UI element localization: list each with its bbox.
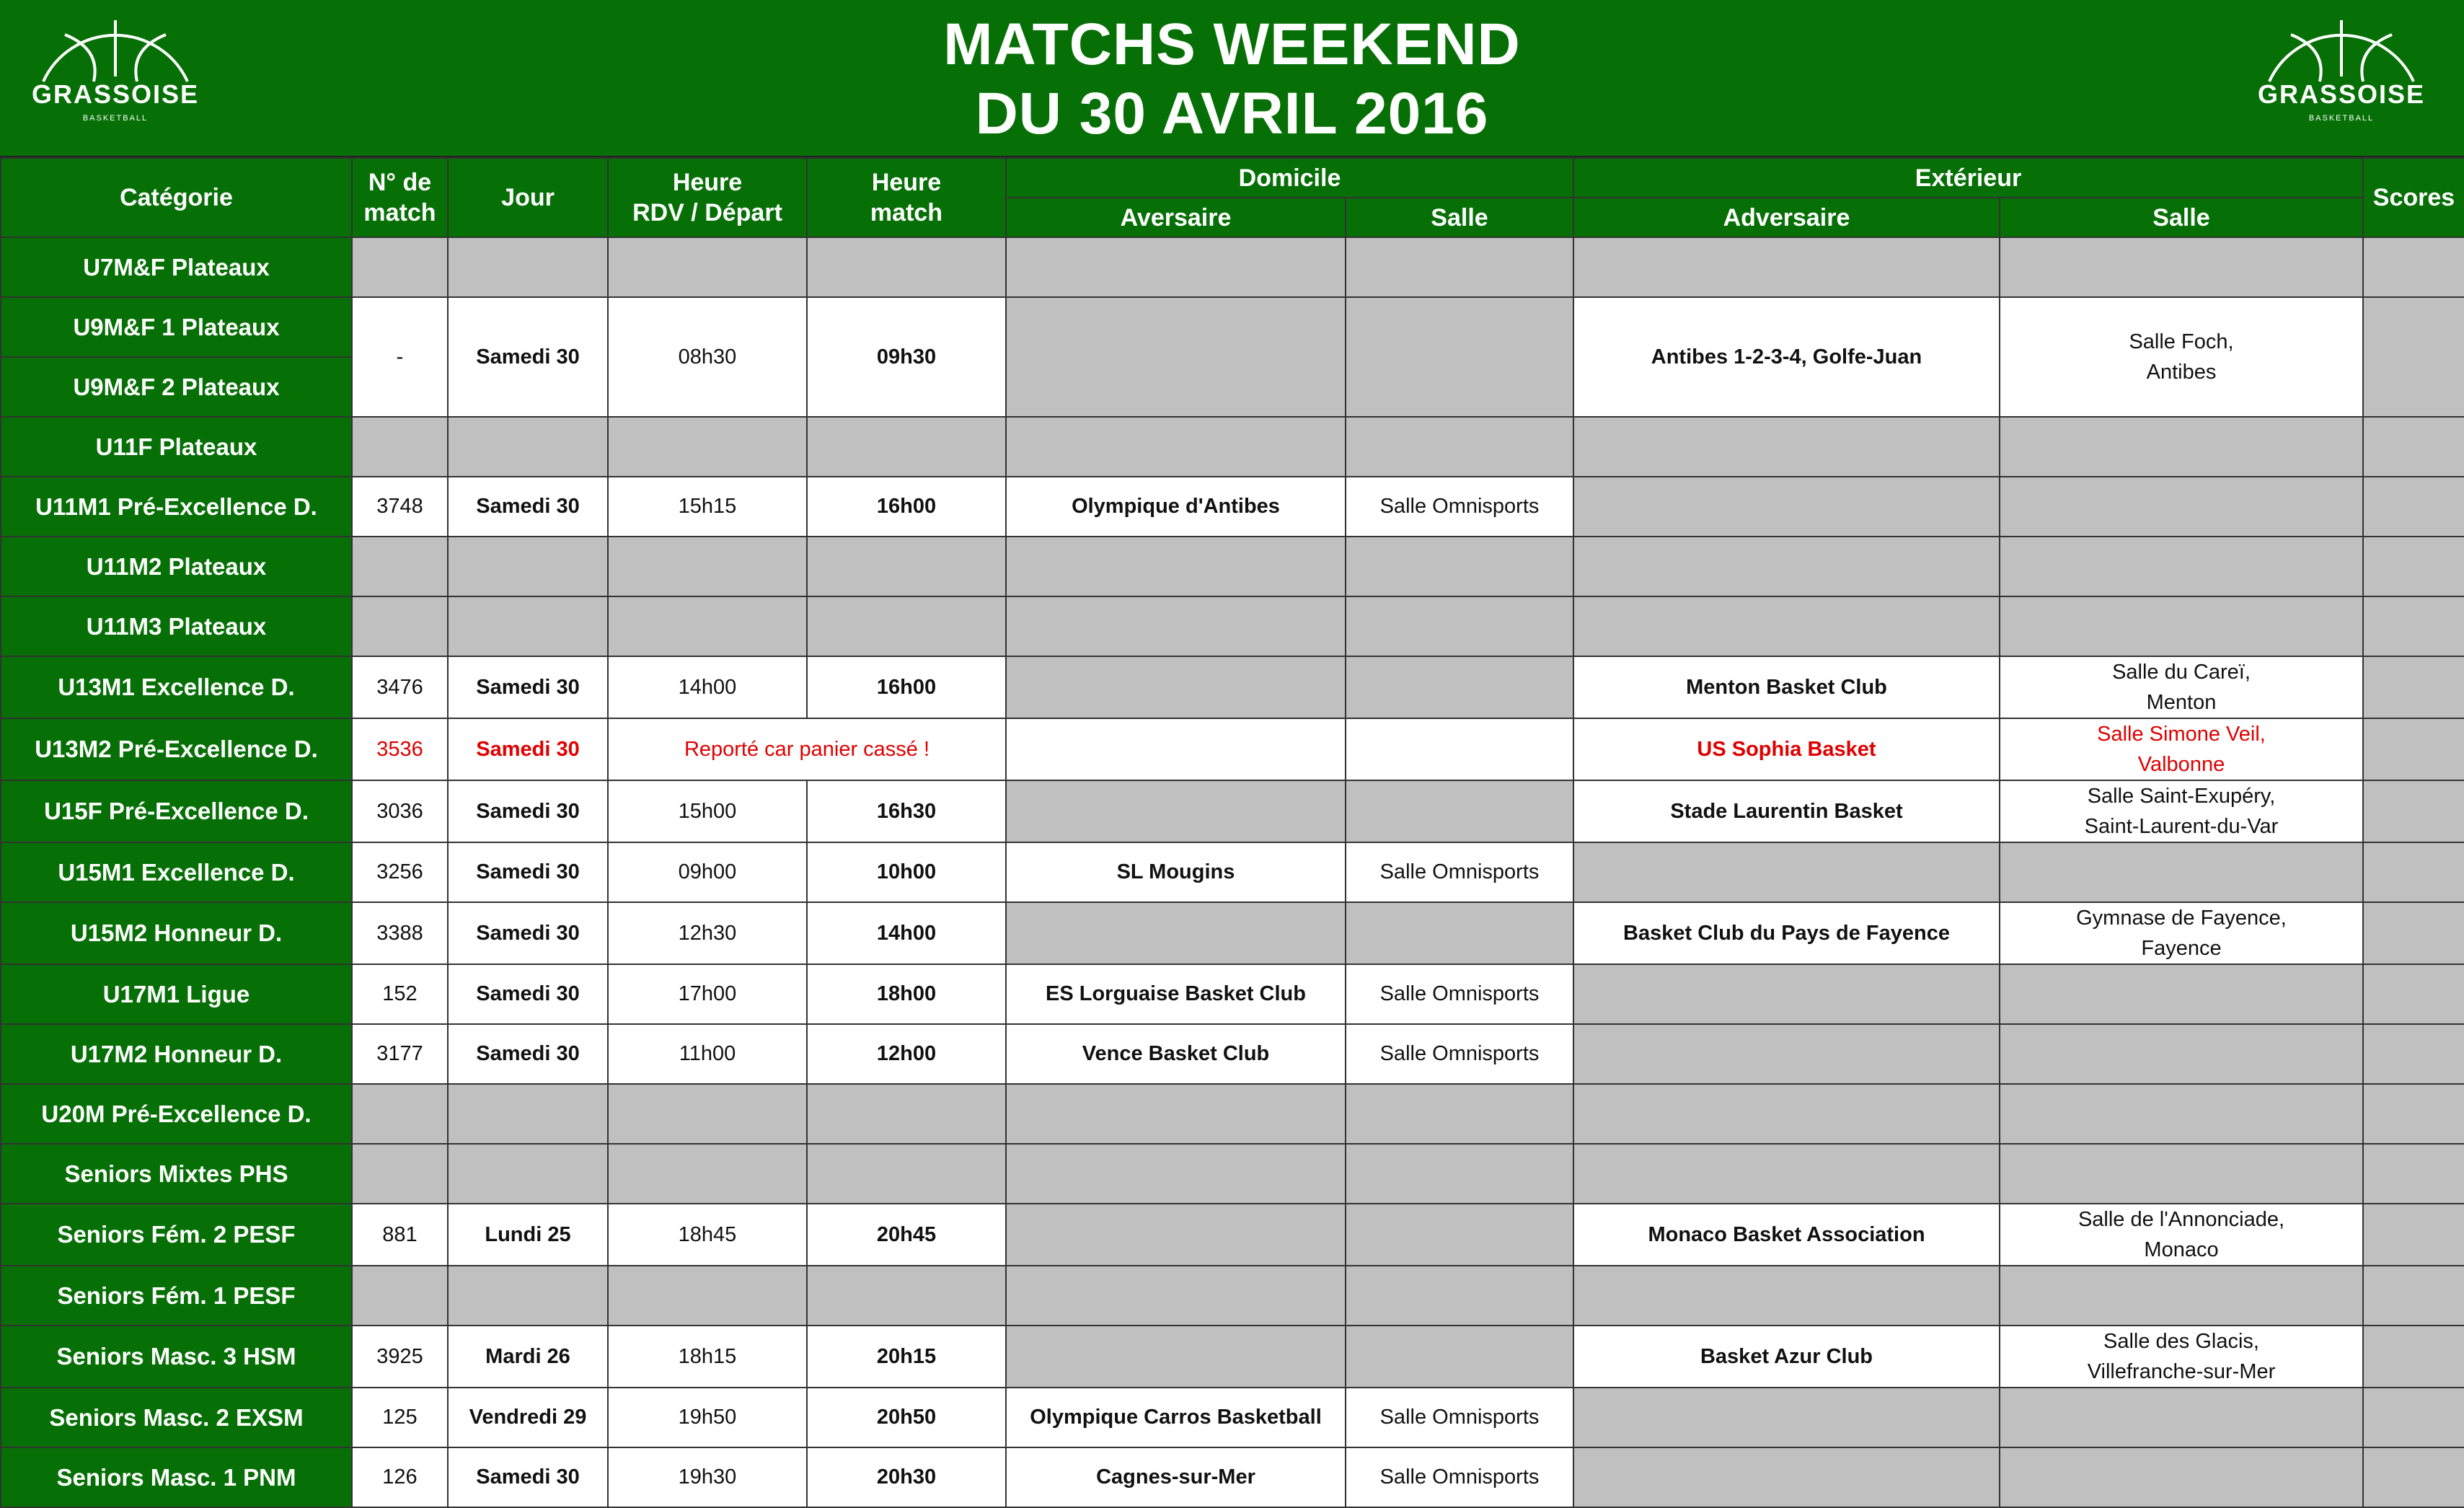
category-cell: Seniors Masc. 3 HSM [1,1326,352,1388]
empty-cell [1573,1266,2000,1326]
home-opponent-cell: Olympique Carros Basketball [1006,1388,1346,1447]
category-cell: U11F Plateaux [1,417,352,477]
category-cell: U15M2 Honneur D. [1,902,352,964]
match-number-cell: 3536 [352,718,448,780]
empty-cell [1006,1144,1346,1204]
score-cell [2363,718,2464,780]
empty-cell [448,1084,608,1144]
category-cell: U15F Pré-Excellence D. [1,780,352,842]
empty-cell [1006,718,1346,780]
match-number-cell: 3388 [352,902,448,964]
rdv-time-cell: 19h50 [608,1388,807,1447]
away-venue-cell: Salle Foch, Antibes [2000,297,2363,417]
empty-cell [1346,718,1573,780]
home-opponent-cell: Cagnes-sur-Mer [1006,1447,1346,1507]
empty-cell [608,596,807,656]
table-row [1,1447,2464,1507]
score-cell [2363,1447,2464,1507]
away-venue-cell: Salle Saint-Exupéry, Saint-Laurent-du-Var [2000,780,2363,842]
empty-cell [1346,1266,1573,1326]
match-time-cell: 10h00 [807,842,1006,902]
day-cell: Samedi 30 [448,477,608,537]
table-row [1,1084,2464,1144]
score-cell [2363,964,2464,1024]
col-header-dom-salle: Salle [1346,198,1573,237]
category-cell: U7M&F Plateaux [1,237,352,297]
empty-cell [1346,780,1573,842]
empty-cell [1573,477,2000,537]
empty-cell [1346,1204,1573,1266]
empty-cell [1573,1447,2000,1507]
header-banner [0,0,2464,157]
empty-cell [2000,842,2363,902]
logo-subtitle: BASKETBALL [2308,114,2375,123]
away-venue-cell: Salle Simone Veil, Valbonne [2000,718,2363,780]
empty-cell [1006,417,1346,477]
match-time-cell: 16h00 [807,477,1006,537]
rdv-time-cell: 18h15 [608,1326,807,1388]
rdv-time-cell: 08h30 [608,297,807,417]
logo-subtitle: BASKETBALL [82,114,149,123]
score-cell [2363,1144,2464,1204]
category-cell: U13M1 Excellence D. [1,656,352,718]
empty-cell [1573,1024,2000,1084]
match-number-cell: 126 [352,1447,448,1507]
table-row [1,297,2464,357]
empty-cell [352,1144,448,1204]
table-row [1,537,2464,596]
table-row [1,780,2464,842]
col-header-heure-match: Heure match [807,158,1006,237]
score-cell [2363,1388,2464,1447]
category-cell: Seniors Fém. 2 PESF [1,1204,352,1266]
table-row [1,477,2464,537]
category-cell: U11M3 Plateaux [1,596,352,656]
empty-cell [2000,477,2363,537]
empty-cell [1006,237,1346,297]
match-time-cell: 20h15 [807,1326,1006,1388]
empty-cell [1573,596,2000,656]
day-cell: Mardi 26 [448,1326,608,1388]
empty-cell [1346,656,1573,718]
col-header-domicile: Domicile [1006,158,1573,198]
match-number-cell: - [352,297,448,417]
away-venue-cell: Gymnase de Fayence, Fayence [2000,902,2363,964]
match-number-cell: 3177 [352,1024,448,1084]
empty-cell [2000,964,2363,1024]
empty-cell [608,1144,807,1204]
away-opponent-cell: US Sophia Basket [1573,718,2000,780]
match-number-cell: 881 [352,1204,448,1266]
away-venue-cell: Salle de l'Annonciade, Monaco [2000,1204,2363,1266]
day-cell: Samedi 30 [448,718,608,780]
rdv-time-cell: 17h00 [608,964,807,1024]
match-number-cell: 3748 [352,477,448,537]
empty-cell [2000,1266,2363,1326]
home-venue-cell: Salle Omnisports [1346,964,1573,1024]
table-row [1,1266,2464,1326]
club-logo-right [2248,13,2435,136]
table-row [1,656,2464,718]
empty-cell [2000,417,2363,477]
empty-cell [1006,1204,1346,1266]
away-venue-cell: Salle des Glacis, Villefranche-sur-Mer [2000,1326,2363,1388]
match-time-cell: 12h00 [807,1024,1006,1084]
empty-cell [1006,537,1346,596]
match-time-cell: 20h30 [807,1447,1006,1507]
empty-cell [1006,1084,1346,1144]
score-cell [2363,1204,2464,1266]
home-opponent-cell: ES Lorguaise Basket Club [1006,964,1346,1024]
empty-cell [1573,537,2000,596]
empty-cell [2000,1388,2363,1447]
col-header-exterieur: Extérieur [1573,158,2363,198]
score-cell [2363,537,2464,596]
day-cell: Samedi 30 [448,902,608,964]
empty-cell [807,1144,1006,1204]
empty-cell [1006,1326,1346,1388]
away-opponent-cell: Basket Azur Club [1573,1326,2000,1388]
table-row [1,1024,2464,1084]
col-header-heure-rdv: Heure RDV / Départ [608,158,807,237]
home-venue-cell: Salle Omnisports [1346,842,1573,902]
score-cell [2363,297,2464,417]
table-row [1,417,2464,477]
empty-cell [1346,537,1573,596]
match-time-cell: 20h50 [807,1388,1006,1447]
category-cell: Seniors Masc. 2 EXSM [1,1388,352,1447]
page-subtitle-date: DU 30 AVRIL 2016 [975,81,1489,146]
empty-cell [1346,1144,1573,1204]
category-cell: U17M2 Honneur D. [1,1024,352,1084]
day-cell: Vendredi 29 [448,1388,608,1447]
empty-cell [2000,1144,2363,1204]
score-cell [2363,596,2464,656]
day-cell: Samedi 30 [448,842,608,902]
empty-cell [1006,656,1346,718]
rdv-time-cell: 11h00 [608,1024,807,1084]
empty-cell [352,237,448,297]
empty-cell [352,1084,448,1144]
home-opponent-cell: SL Mougins [1006,842,1346,902]
score-cell [2363,1266,2464,1326]
match-time-cell: 14h00 [807,902,1006,964]
empty-cell [1346,297,1573,417]
table-row [1,842,2464,902]
col-header-ext-salle: Salle [2000,198,2363,237]
table-row [1,237,2464,297]
category-cell: U11M2 Plateaux [1,537,352,596]
score-cell [2363,237,2464,297]
category-cell: Seniors Mixtes PHS [1,1144,352,1204]
home-venue-cell: Salle Omnisports [1346,1447,1573,1507]
empty-cell [1006,297,1346,417]
category-cell: Seniors Masc. 1 PNM [1,1447,352,1507]
match-time-cell: 20h45 [807,1204,1006,1266]
table-row [1,1388,2464,1447]
match-number-cell: 3256 [352,842,448,902]
score-cell [2363,842,2464,902]
empty-cell [1573,237,2000,297]
score-cell [2363,902,2464,964]
away-venue-cell: Salle du Careï, Menton [2000,656,2363,718]
category-cell: U17M1 Ligue [1,964,352,1024]
score-cell [2363,1084,2464,1144]
empty-cell [807,417,1006,477]
away-opponent-cell: Antibes 1-2-3-4, Golfe-Juan [1573,297,2000,417]
empty-cell [1346,596,1573,656]
home-venue-cell: Salle Omnisports [1346,1024,1573,1084]
category-cell: U20M Pré-Excellence D. [1,1084,352,1144]
empty-cell [1346,1326,1573,1388]
empty-cell [352,417,448,477]
empty-cell [1346,417,1573,477]
page-title: MATCHS WEEKEND [943,12,1521,77]
away-opponent-cell: Monaco Basket Association [1573,1204,2000,1266]
empty-cell [1573,1084,2000,1144]
col-header-scores: Scores [2363,158,2464,237]
score-cell [2363,1326,2464,1388]
match-time-cell: 18h00 [807,964,1006,1024]
empty-cell [2000,537,2363,596]
empty-cell [807,596,1006,656]
match-time-cell: 16h00 [807,656,1006,718]
table-row [1,1204,2464,1266]
table-row [1,902,2464,964]
day-cell: Samedi 30 [448,1024,608,1084]
empty-cell [1573,1388,2000,1447]
empty-cell [1006,1266,1346,1326]
empty-cell [1346,1084,1573,1144]
table-row [1,596,2464,656]
empty-cell [807,537,1006,596]
home-venue-cell: Salle Omnisports [1346,477,1573,537]
match-time-cell: 09h30 [807,297,1006,417]
match-number-cell: 3036 [352,780,448,842]
empty-cell [608,237,807,297]
empty-cell [1346,902,1573,964]
score-cell [2363,417,2464,477]
empty-cell [448,1266,608,1326]
rdv-time-cell: 12h30 [608,902,807,964]
empty-cell [1006,596,1346,656]
empty-cell [2000,1024,2363,1084]
table-row [1,718,2464,780]
day-cell: Samedi 30 [448,656,608,718]
col-header-categorie: Catégorie [1,158,352,237]
category-cell: U11M1 Pré-Excellence D. [1,477,352,537]
empty-cell [1573,964,2000,1024]
home-venue-cell: Salle Omnisports [1346,1388,1573,1447]
empty-cell [448,596,608,656]
logo-name: GRASSOISE [2257,79,2426,109]
table-row [1,1326,2464,1388]
category-cell: U13M2 Pré-Excellence D. [1,718,352,780]
score-cell [2363,656,2464,718]
day-cell: Samedi 30 [448,1447,608,1507]
table-row [1,964,2464,1024]
rdv-time-cell: 18h45 [608,1204,807,1266]
empty-cell [608,537,807,596]
rdv-time-cell: 14h00 [608,656,807,718]
col-header-ext-adversaire: Adversaire [1573,198,2000,237]
col-header-dom-adversaire: Aversaire [1006,198,1346,237]
empty-cell [2000,237,2363,297]
empty-cell [807,1266,1006,1326]
empty-cell [608,417,807,477]
day-cell: Samedi 30 [448,780,608,842]
table-row [1,1144,2464,1204]
day-cell: Samedi 30 [448,964,608,1024]
category-cell: Seniors Fém. 1 PESF [1,1266,352,1326]
empty-cell [1573,1144,2000,1204]
col-header-jour: Jour [448,158,608,237]
empty-cell [1006,902,1346,964]
day-cell: Lundi 25 [448,1204,608,1266]
empty-cell [448,537,608,596]
away-opponent-cell: Stade Laurentin Basket [1573,780,2000,842]
away-opponent-cell: Basket Club du Pays de Fayence [1573,902,2000,964]
match-number-cell: 152 [352,964,448,1024]
empty-cell [1573,842,2000,902]
score-cell [2363,780,2464,842]
score-cell [2363,1024,2464,1084]
home-opponent-cell: Olympique d'Antibes [1006,477,1346,537]
empty-cell [352,596,448,656]
postponed-note: Reporté car panier cassé ! [608,718,1006,780]
category-cell: U9M&F 1 Plateaux [1,297,352,357]
empty-cell [2000,1447,2363,1507]
match-time-cell: 16h30 [807,780,1006,842]
home-opponent-cell: Vence Basket Club [1006,1024,1346,1084]
empty-cell [608,1084,807,1144]
logo-name: GRASSOISE [31,79,200,109]
empty-cell [448,237,608,297]
empty-cell [448,1144,608,1204]
empty-cell [807,237,1006,297]
match-number-cell: 3925 [352,1326,448,1388]
match-number-cell: 125 [352,1388,448,1447]
rdv-time-cell: 15h00 [608,780,807,842]
rdv-time-cell: 15h15 [608,477,807,537]
empty-cell [448,417,608,477]
day-cell: Samedi 30 [448,297,608,417]
empty-cell [807,1084,1006,1144]
score-cell [2363,477,2464,537]
rdv-time-cell: 09h00 [608,842,807,902]
match-number-cell: 3476 [352,656,448,718]
category-cell: U15M1 Excellence D. [1,842,352,902]
away-opponent-cell: Menton Basket Club [1573,656,2000,718]
empty-cell [2000,1084,2363,1144]
category-cell: U9M&F 2 Plateaux [1,357,352,417]
schedule-table [0,157,2464,1508]
col-header-numero: N° de match [352,158,448,237]
empty-cell [352,537,448,596]
empty-cell [608,1266,807,1326]
empty-cell [1573,417,2000,477]
empty-cell [1346,237,1573,297]
empty-cell [352,1266,448,1326]
empty-cell [1006,780,1346,842]
empty-cell [2000,596,2363,656]
rdv-time-cell: 19h30 [608,1447,807,1507]
